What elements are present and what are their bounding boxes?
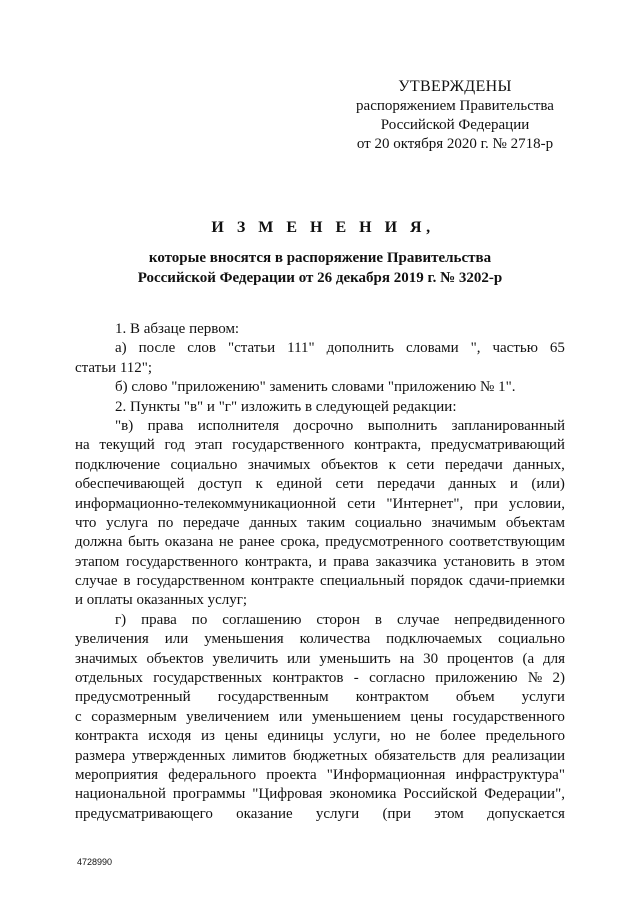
approval-line-3: от 20 октября 2020 г. № 2718-р bbox=[356, 136, 554, 152]
document-code: 4728990 bbox=[77, 857, 113, 867]
approval-line-2: Российской Федерации bbox=[380, 117, 530, 133]
body-line: размера утвержденных лимитов бюджетных обязательств для реализации bbox=[75, 747, 565, 764]
body-line: мероприятия федерального проекта "Информационная инфраструктура" bbox=[75, 766, 565, 783]
document-body bbox=[75, 320, 565, 824]
body-line: обеспечивающей доступ к единой сети передачи данных и (или) bbox=[75, 476, 565, 493]
body-line: г) права по соглашению сторон в случае непредвиденного bbox=[115, 611, 565, 628]
title-subtitle-line-2: Российской Федерации от 26 декабря 2019 г. № 3202-р bbox=[137, 270, 503, 286]
body-line: б) слово "приложению" заменить словами "приложению № 1". bbox=[115, 379, 516, 396]
body-line: этапом государственного контракта, и права заказчика установить в этом bbox=[75, 553, 565, 570]
body-line: контракта исходя из цены единицы услуги, но не более предельного bbox=[75, 728, 565, 745]
body-line: с соразмерным увеличением или уменьшением цены государственного bbox=[75, 708, 565, 725]
approval-stamp bbox=[340, 77, 570, 154]
body-line: что услуга по передаче данных таким социально значимым объектам bbox=[75, 514, 565, 531]
body-line: на текущий год этап государственного контракта, предусматривающий bbox=[75, 437, 565, 454]
approval-line-1: распоряжением Правительства bbox=[356, 98, 554, 114]
body-line: национальной программы "Цифровая экономика Российской Федерации", bbox=[75, 786, 565, 803]
body-line: случае в государственном контракте специальный порядок сдачи-приемки bbox=[75, 573, 565, 590]
body-line: статьи 112"; bbox=[75, 359, 153, 376]
body-line: а) после слов "статьи 111" дополнить словами ", частью 65 bbox=[115, 340, 565, 357]
body-line: и оплаты оказанных услуг; bbox=[75, 592, 248, 609]
body-line: увеличения или уменьшения количества подключаемых социально bbox=[75, 631, 565, 648]
body-line: "в) права исполнителя досрочно выполнить запланированный bbox=[115, 417, 565, 434]
body-line: предусмотренный государственным контрактом объем услуги bbox=[75, 689, 565, 706]
body-line: 1. В абзаце первом: bbox=[115, 321, 240, 337]
title-subtitle-line-1: которые вносятся в распоряжение Правительства bbox=[148, 250, 492, 266]
body-line: должна быть оказана не ранее срока, предусмотренного соответствующим bbox=[75, 534, 565, 551]
body-line: 2. Пункты "в" и "г" изложить в следующей редакции: bbox=[115, 398, 457, 415]
body-line: отдельных государственных контрактов - согласно приложению № 2) bbox=[75, 670, 565, 687]
body-line: предусматривающего оказание услуги (при этом допускается bbox=[75, 805, 565, 822]
title-main: И З М Е Н Е Н И Я, bbox=[211, 219, 435, 236]
title-subtitle bbox=[0, 248, 640, 288]
body-line: значимых объектов увеличить или уменьшить на 30 процентов (а для bbox=[75, 650, 565, 667]
document-title bbox=[0, 218, 640, 288]
approval-heading: УТВЕРЖДЕНЫ bbox=[398, 78, 512, 95]
body-line: информационно-телекоммуникационной сети "Интернет", при условии, bbox=[75, 495, 565, 512]
body-line: подключение социально значимых объектов к сети передачи данных, bbox=[75, 456, 565, 473]
